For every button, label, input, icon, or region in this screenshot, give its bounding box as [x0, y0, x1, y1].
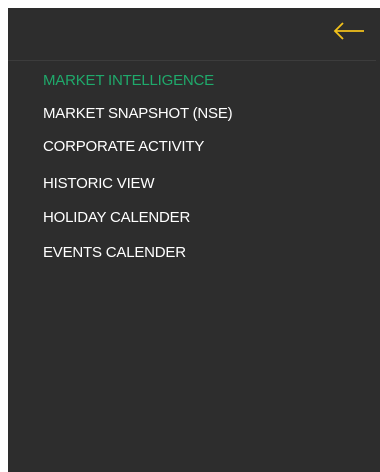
- menu-item-historic-view[interactable]: HISTORIC VIEW: [43, 175, 155, 192]
- menu-item-corporate-activity[interactable]: CORPORATE ACTIVITY: [43, 138, 205, 155]
- arrow-left-icon: [333, 22, 365, 40]
- menu-item-events-calender[interactable]: EVENTS CALENDER: [43, 244, 186, 261]
- back-button[interactable]: [332, 18, 366, 44]
- menu-header: [8, 8, 376, 61]
- menu-item-market-snapshot[interactable]: MARKET SNAPSHOT (NSE): [43, 105, 233, 122]
- menu-item-holiday-calender[interactable]: HOLIDAY CALENDER: [43, 209, 191, 226]
- menu-item-market-intelligence[interactable]: MARKET INTELLIGENCE: [43, 72, 214, 89]
- side-menu-panel: [8, 8, 380, 472]
